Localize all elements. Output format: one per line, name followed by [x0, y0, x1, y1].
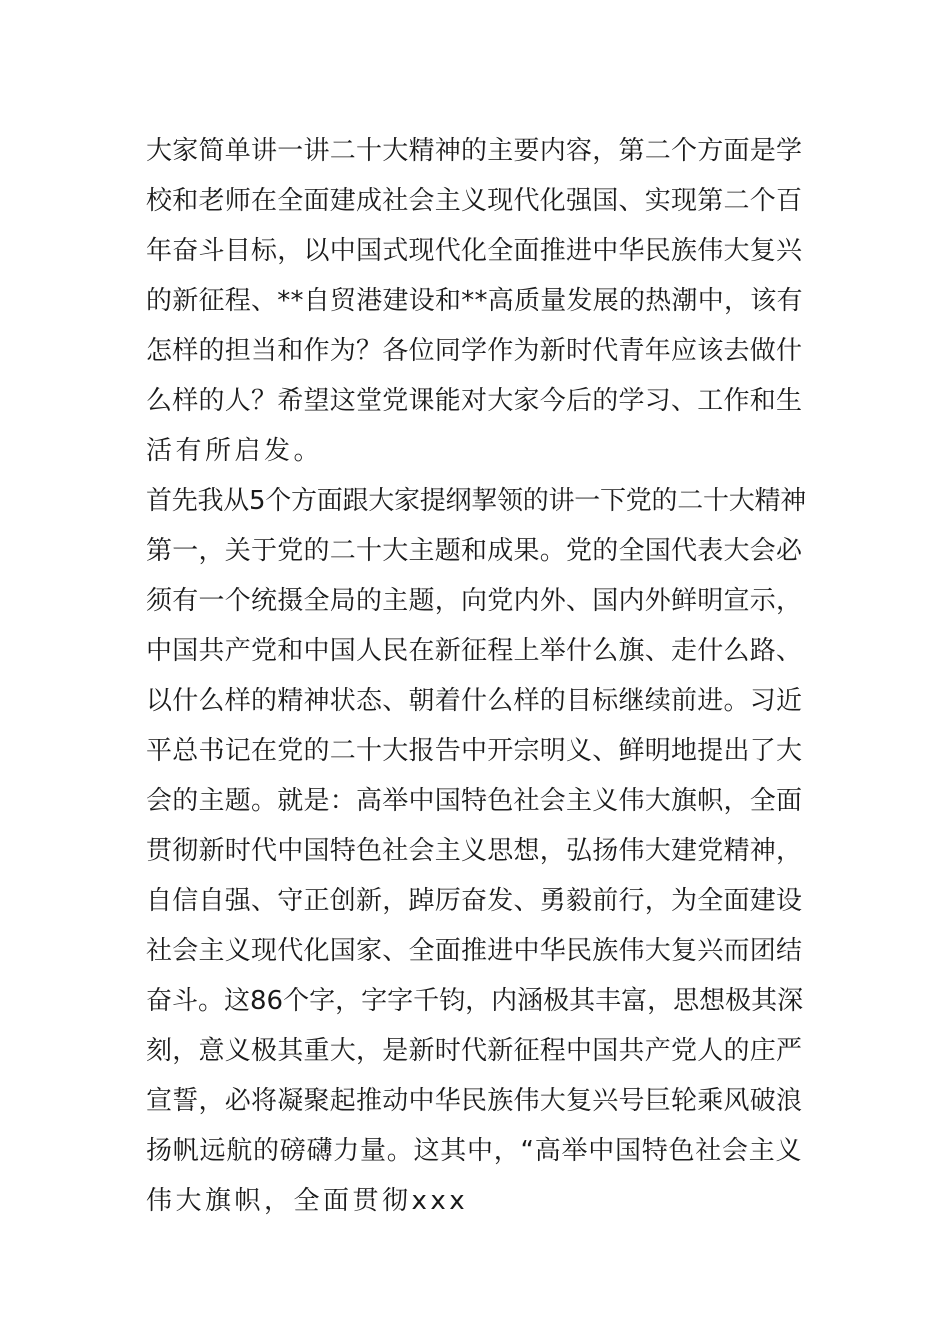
- text-line: 须有一个统摄全局的主题，向党内外、国内外鲜明宣示，: [146, 586, 803, 616]
- text-line: 首先我从5个方面跟大家提纲挈领的讲一下党的二十大精神: [146, 486, 807, 516]
- text-line: 宣誓，必将凝聚起推动中华民族伟大复兴号巨轮乘风破浪: [146, 1086, 803, 1116]
- paragraph-main: [146, 476, 806, 1226]
- text-line: 刻，意义极其重大，是新时代新征程中国共产党人的庄严: [146, 1036, 803, 1066]
- text-line: 奋斗。这86个字，字字千钧，内涵极其丰富，思想极其深: [146, 986, 804, 1016]
- text-line: 贯彻新时代中国特色社会主义思想，弘扬伟大建党精神，: [146, 836, 803, 866]
- text-line: 平总书记在党的二十大报告中开宗明义、鲜明地提出了大: [146, 736, 803, 766]
- text-line: 扬帆远航的磅礴力量。这其中，“高举中国特色社会主义: [146, 1136, 803, 1166]
- text-line: 年奋斗目标，以中国式现代化全面推进中华民族伟大复兴: [146, 236, 803, 266]
- text-line: 中国共产党和中国人民在新征程上举什么旗、走什么路、: [146, 636, 803, 666]
- text-line: 校和老师在全面建成社会主义现代化强国、实现第二个百: [146, 186, 803, 216]
- text-line: 活有所启发。: [146, 436, 324, 466]
- text-line: 大家简单讲一讲二十大精神的主要内容，第二个方面是学: [146, 136, 803, 166]
- text-line: 会的主题。就是：高举中国特色社会主义伟大旗帜，全面: [146, 786, 803, 816]
- text-line: 以什么样的精神状态、朝着什么样的目标继续前进。习近: [146, 686, 803, 716]
- text-line: 伟大旗帜，全面贯彻xxx: [146, 1186, 469, 1216]
- text-line: 么样的人？希望这堂党课能对大家今后的学习、工作和生: [146, 386, 803, 416]
- text-line: 自信自强、守正创新，踔厉奋发、勇毅前行，为全面建设: [146, 886, 803, 916]
- text-line: 的新征程、**自贸港建设和**高质量发展的热潮中，该有: [146, 286, 803, 316]
- paragraph-intro: [146, 126, 806, 476]
- text-line: 第一，关于党的二十大主题和成果。党的全国代表大会必: [146, 536, 803, 566]
- text-line: 社会主义现代化国家、全面推进中华民族伟大复兴而团结: [146, 936, 803, 966]
- text-line: 怎样的担当和作为？各位同学作为新时代青年应该去做什: [146, 336, 803, 366]
